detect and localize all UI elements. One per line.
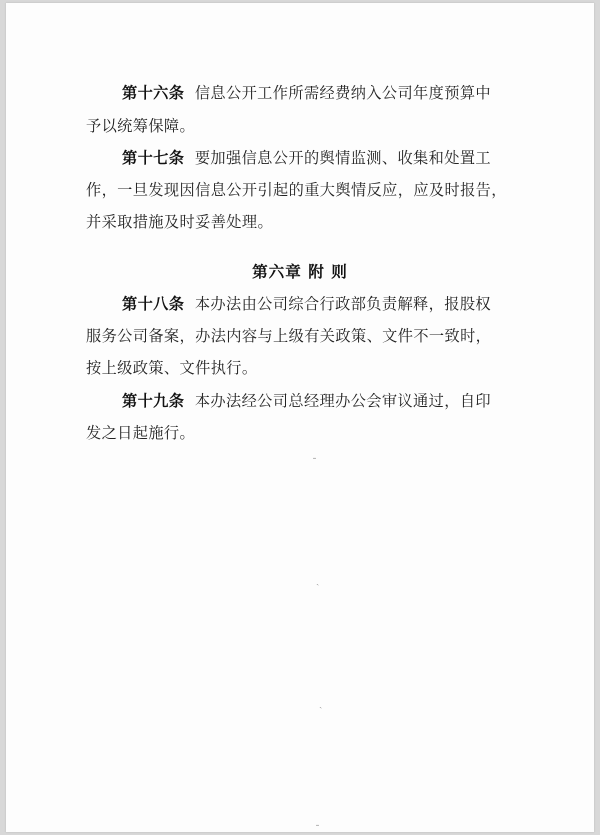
article-19-line-2: [86, 422, 195, 443]
article-19-text-2: 发之日起施行。: [86, 424, 196, 442]
article-18-line-3: [86, 357, 257, 378]
article-18-line-1: [122, 293, 491, 314]
article-16-line-1: [122, 82, 491, 103]
article-17-line-3: [86, 211, 273, 232]
article-17-number: 第十七条: [122, 149, 185, 167]
scan-speck: ˏ: [319, 698, 323, 709]
article-16-text-1: 信息公开工作所需经费纳入公司年度预算中: [194, 84, 491, 102]
article-16-text-2: 予以统筹保障。: [86, 117, 196, 135]
chapter-6-heading: 第六章 附 则: [252, 262, 348, 281]
article-19-line-1: [122, 390, 491, 411]
article-19-number: 第十九条: [122, 392, 185, 410]
article-19-text-1: 本办法经公司总经理办公会审议通过，自印: [194, 392, 491, 410]
article-18-text-2: 服务公司备案，办法内容与上级有关政策、文件不一致时，: [86, 327, 492, 345]
scan-speck: ˍ: [315, 816, 320, 827]
article-17-text-3: 并采取措施及时妥善处理。: [86, 213, 274, 231]
document-page: [6, 3, 594, 832]
article-17-line-2: [86, 179, 507, 200]
article-18-text-1: 本办法由公司综合行政部负责解释，报股权: [194, 295, 491, 313]
article-17-text-2: 作，一旦发现因信息公开引起的重大舆情反应，应及时报告，: [86, 181, 507, 199]
scan-speck: ˏ: [316, 575, 320, 586]
article-16-line-2: [86, 115, 195, 136]
scan-speck: ˍ: [312, 449, 317, 460]
article-16-number: 第十六条: [122, 84, 185, 102]
article-18-number: 第十八条: [122, 295, 185, 313]
article-17-text-1: 要加强信息公开的舆情监测、收集和处置工: [194, 149, 491, 167]
article-18-line-2: [86, 325, 491, 346]
article-17-line-1: [122, 147, 491, 168]
article-18-text-3: 按上级政策、文件执行。: [86, 359, 258, 377]
